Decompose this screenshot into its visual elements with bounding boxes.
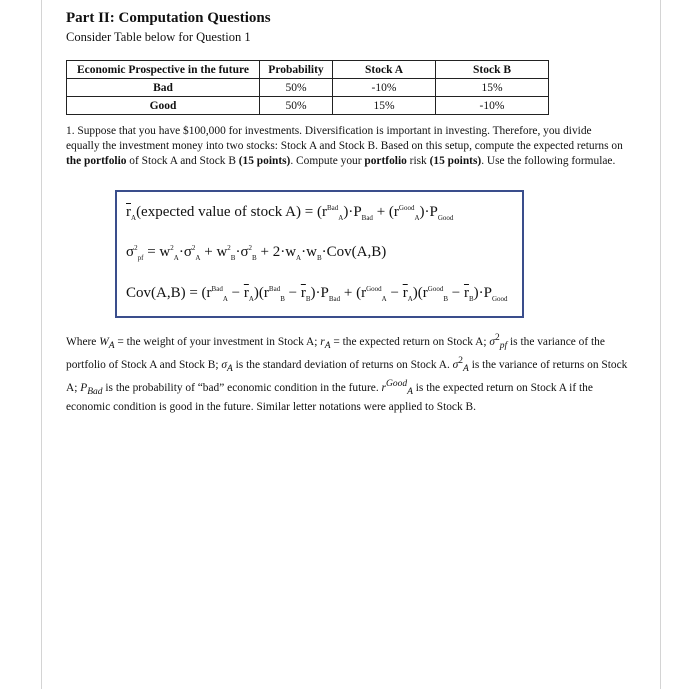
formula-expected-return: $\overline{r}_A(expected$ value of stock $A) = (r^{Bad}_A)\cdot P_{Bad} + (r^{Good}_A)\cdot P_{Good}$ (126, 204, 454, 222)
question-paragraph: 1. Suppose that you have $100,000 for investments. Diversification is important in investing. Therefore, you divide equally the investment money into two stocks: Stock A and Stock B. Based on this setup, compute the expected returns on the portfolio of Stock A and Stock B (15 points). Compute your portfolio risk (15 points). Use the following formulae. (66, 125, 623, 167)
part-title: Part II: Computation Questions (66, 10, 271, 26)
cell-label: Bad (67, 79, 260, 97)
formula-portfolio-variance: $\sigma^2_{pf} = w^2_A\cdot\sigma^2_A + w^2_B\cdot\sigma^2_B + 2\cdot w_A\cdot w_B\cdot Cov(A,B)$ (126, 244, 387, 262)
table-header-row (67, 61, 549, 79)
header-probability: Probability (260, 61, 333, 79)
header-economic: Economic Prospective in the future (67, 61, 260, 79)
cell-label: Good (67, 97, 260, 115)
cell-stock-a: -10% (333, 79, 436, 97)
formula-box (115, 190, 524, 318)
definitions-paragraph: Where $W_A$ = the weight of your investment in Stock A; $r_A$ = the expected return on Stock A; $\sigma^2_{pf}$ is the variance of the portfolio of Stock A and Stock B; $\sigma_A$ is the standard deviation of returns on Stock A. $\sigma^2_A$ is the variance of returns on Stock A; $P_{Bad}$ is the probability of “bad” economic condition in the future. $r^{Good}_A$ is the expected return on Stock A if the economic condition is good in the future. Similar letter notations were applied to Stock B. (66, 333, 628, 414)
subtitle: Consider Table below for Question 1 (66, 30, 251, 44)
cell-probability: 50% (260, 97, 333, 115)
formula-covariance: $Cov(A,B) = (r^{Bad}_A - \overline{r}_A)(r^{Bad}_B - \overline{r}_B)\cdot P_{Bad} + (r^{Good}_A - \overline{r}_A)(r^{Good}_B - \overline{r}_B)\cdot P_{Good}$ (126, 285, 508, 303)
header-stock-a: Stock A (333, 61, 436, 79)
table-row (67, 79, 549, 97)
table-row (67, 97, 549, 115)
cell-probability: 50% (260, 79, 333, 97)
cell-stock-b: -10% (436, 97, 549, 115)
header-stock-b: Stock B (436, 61, 549, 79)
cell-stock-a: 15% (333, 97, 436, 115)
economic-table (66, 60, 549, 115)
cell-stock-b: 15% (436, 79, 549, 97)
